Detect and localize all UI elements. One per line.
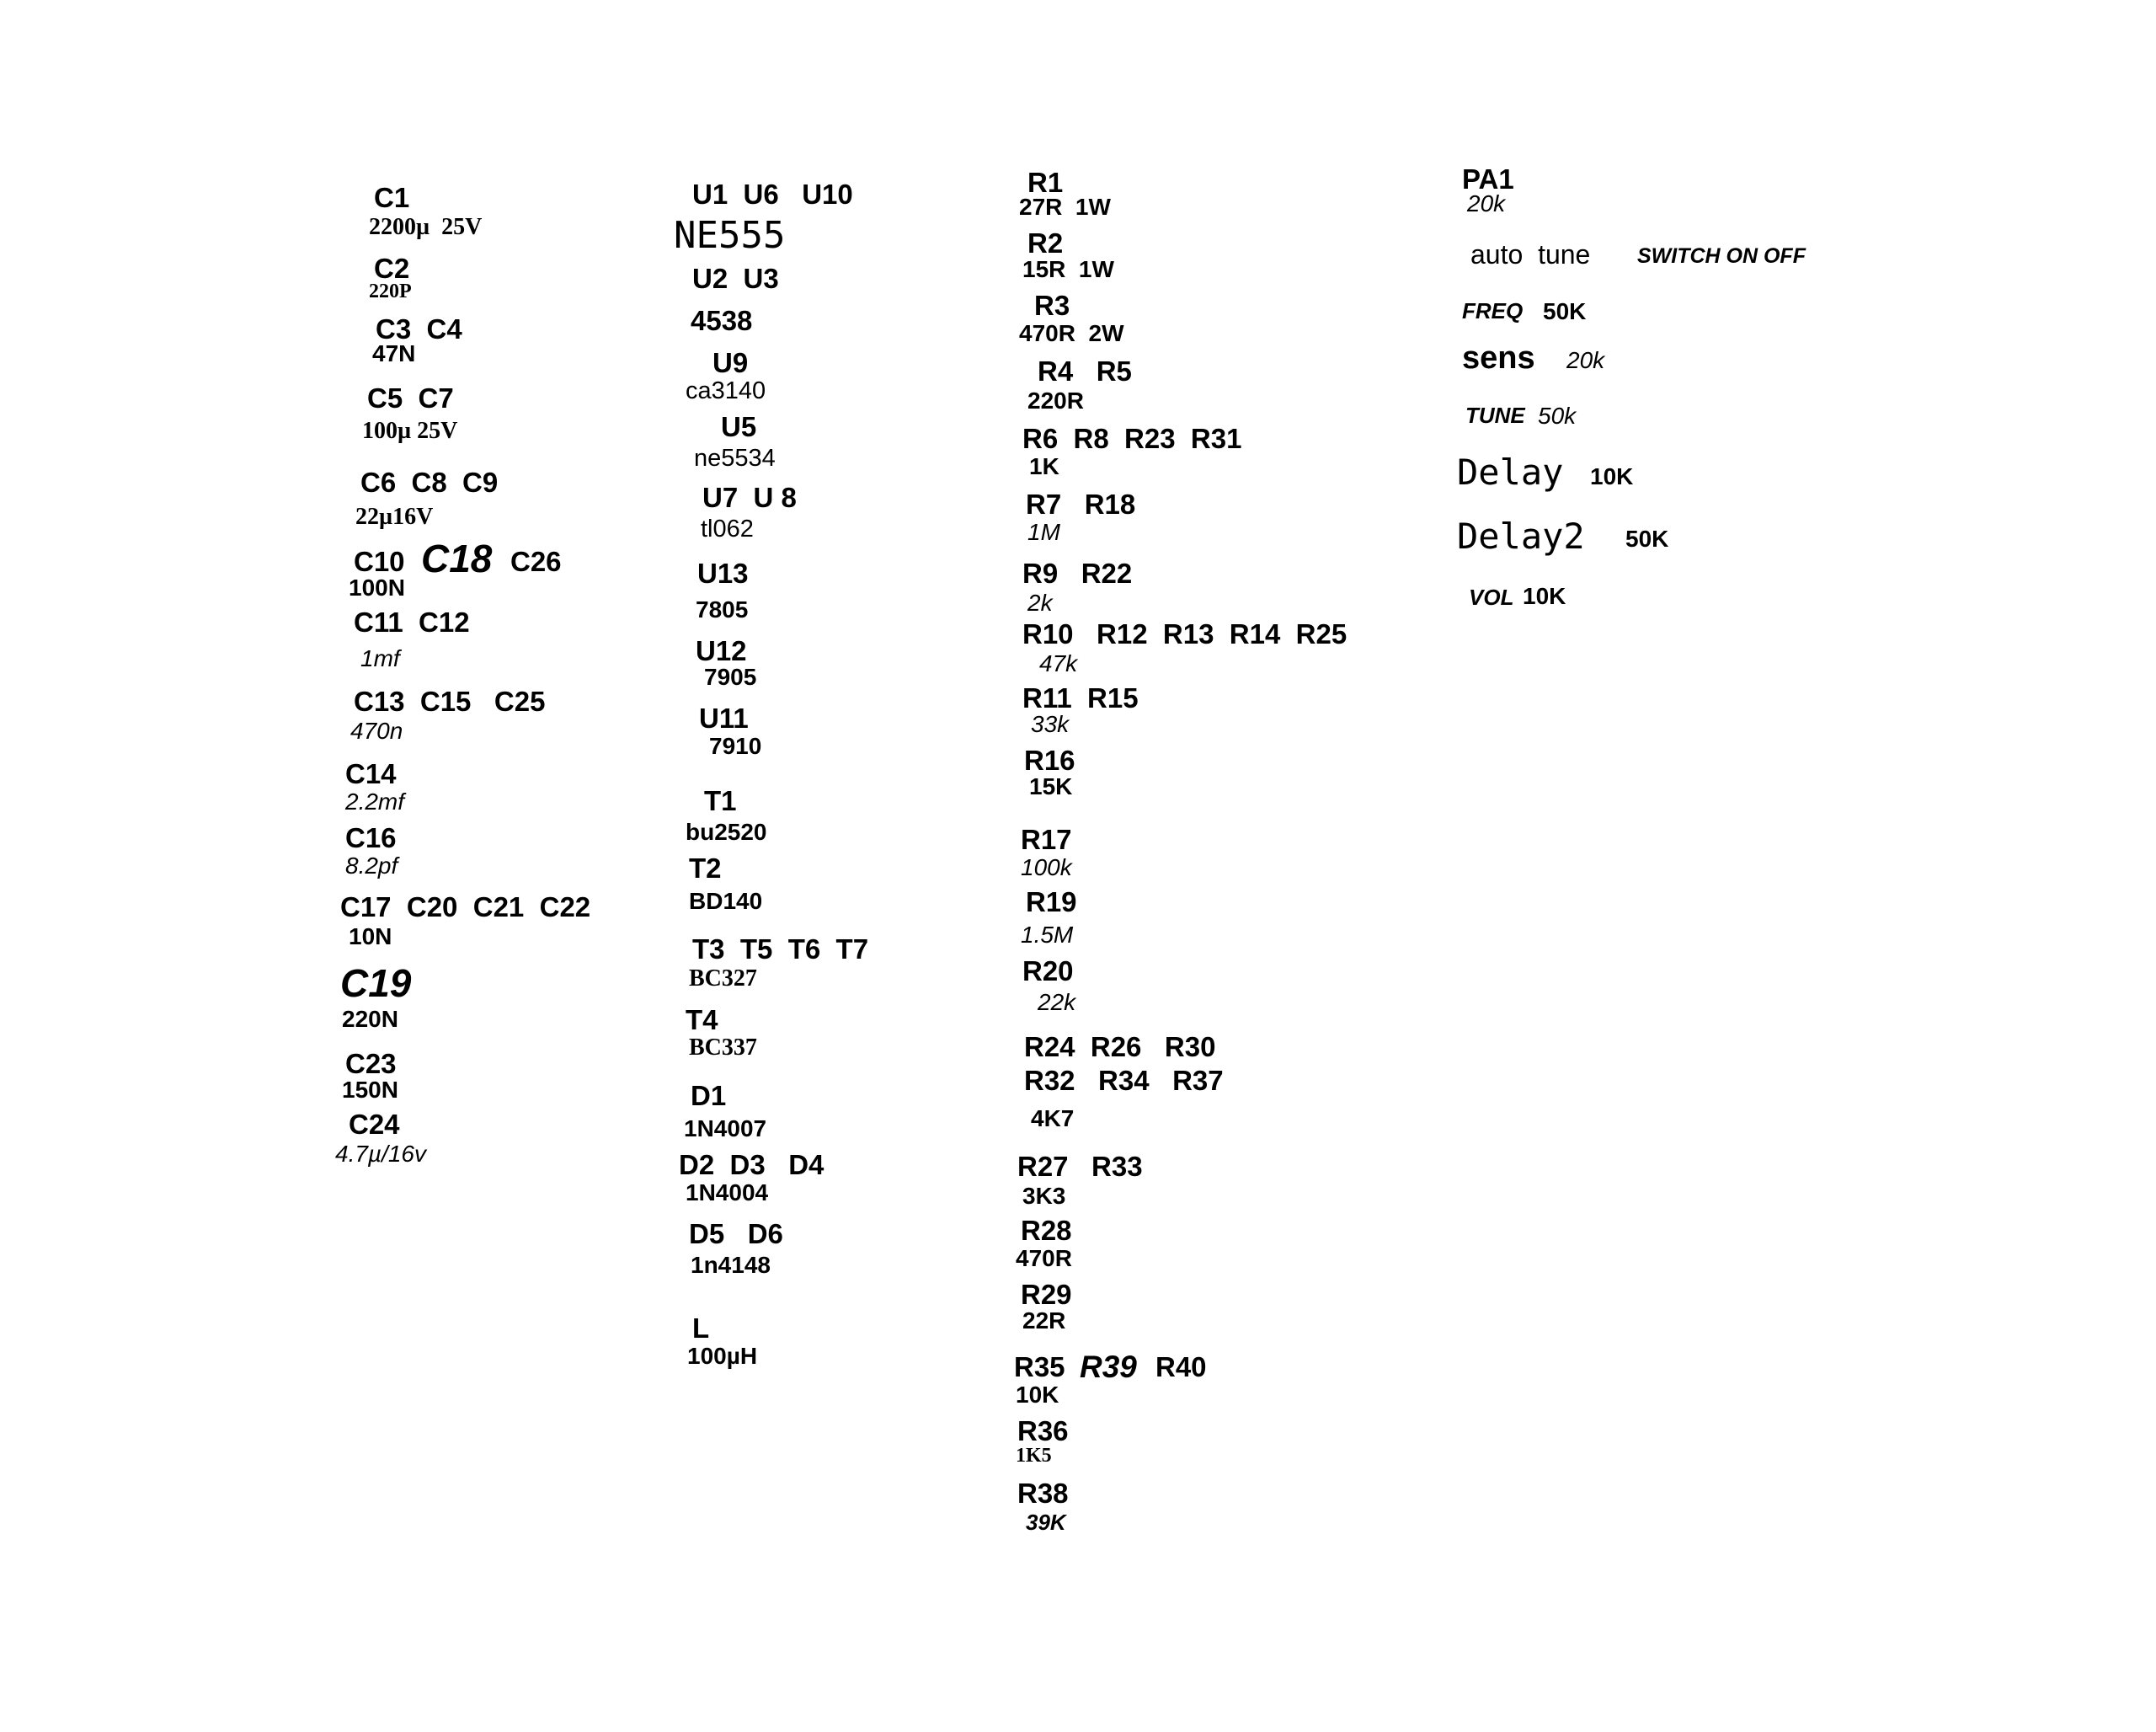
label-c3-c4: C3 C4 xyxy=(376,313,462,345)
value-r9: 2k xyxy=(1027,590,1053,616)
label-c6-c8-c9: C6 C8 C9 xyxy=(360,467,499,498)
value-c24: 4.7µ/16v xyxy=(335,1141,426,1167)
label-c14: C14 xyxy=(345,758,397,789)
label-u2-u3: U2 U3 xyxy=(692,263,779,294)
value-r10: 47k xyxy=(1039,650,1078,676)
value-r17: 100k xyxy=(1021,854,1072,880)
label-c10: C10 xyxy=(354,546,405,577)
value-c14: 2.2mf xyxy=(345,788,405,815)
value-r24: 4K7 xyxy=(1031,1105,1075,1131)
label-u13: U13 xyxy=(697,558,749,589)
value-u11: 7910 xyxy=(709,733,762,759)
value-l: 100µH xyxy=(687,1343,758,1369)
label-r19: R19 xyxy=(1026,886,1077,917)
label-r40: R40 xyxy=(1155,1351,1207,1382)
value-c11-c12: 1mf xyxy=(360,645,400,671)
label-pa1: PA1 xyxy=(1462,163,1514,195)
value-u12: 7905 xyxy=(704,664,757,690)
value-u1: NE555 xyxy=(674,214,786,257)
label-u11: U11 xyxy=(699,703,749,734)
label-c24: C24 xyxy=(349,1109,400,1140)
label-delay: Delay xyxy=(1457,452,1564,493)
value-r27: 3K3 xyxy=(1022,1183,1066,1209)
label-r32-r34-r37: R32 R34 R37 xyxy=(1024,1065,1224,1096)
label-r29: R29 xyxy=(1021,1279,1072,1310)
value-c23: 150N xyxy=(342,1077,398,1103)
value-c19: 220N xyxy=(342,1006,398,1032)
value-delay2: 50K xyxy=(1625,526,1669,552)
value-delay: 10K xyxy=(1590,463,1634,489)
label-r39: R39 xyxy=(1080,1350,1137,1384)
label-c19: C19 xyxy=(340,961,412,1005)
value-r19: 1.5M xyxy=(1021,922,1074,948)
value-c17: 10N xyxy=(349,923,392,949)
label-t2: T2 xyxy=(689,853,722,884)
value-vol: 10K xyxy=(1523,583,1566,609)
label-c16: C16 xyxy=(345,822,397,853)
label-u9: U9 xyxy=(712,347,749,378)
label-t4: T4 xyxy=(686,1004,718,1035)
label-r2: R2 xyxy=(1027,227,1064,259)
label-r36: R36 xyxy=(1017,1415,1069,1446)
label-r9-r22: R9 R22 xyxy=(1022,558,1133,589)
label-c1: C1 xyxy=(374,182,410,213)
value-c16: 8.2pf xyxy=(345,853,398,879)
value-c10: 100N xyxy=(349,575,405,601)
value-u5: ne5534 xyxy=(694,445,776,472)
value-tune: 50k xyxy=(1538,403,1577,429)
label-d1: D1 xyxy=(691,1080,727,1111)
label-r7-r18: R7 R18 xyxy=(1026,489,1136,520)
label-c17-c20-c21-c22: C17 C20 C21 C22 xyxy=(340,891,591,922)
value-c13: 470n xyxy=(350,718,403,744)
label-r27-r33: R27 R33 xyxy=(1017,1151,1143,1182)
value-c5-c7: 100µ 25V xyxy=(362,418,458,444)
value-r35: 10K xyxy=(1016,1382,1059,1408)
label-r4-r5: R4 R5 xyxy=(1038,355,1132,387)
label-r3: R3 xyxy=(1034,290,1070,321)
label-delay2: Delay2 xyxy=(1457,516,1585,557)
value-u2-u3: 4538 xyxy=(691,305,753,336)
value-d5: 1n4148 xyxy=(691,1252,771,1278)
value-r6: 1K xyxy=(1029,453,1059,479)
value-pa1: 20k xyxy=(1467,190,1506,216)
value-c1: 2200µ 25V xyxy=(369,214,483,240)
value-r7: 1M xyxy=(1027,519,1060,545)
label-tune: TUNE xyxy=(1465,403,1525,428)
value-u7-u8: tl062 xyxy=(701,516,754,543)
label-sens: sens xyxy=(1462,340,1535,376)
value-c3-c4: 47N xyxy=(372,340,416,366)
value-u13: 7805 xyxy=(696,596,749,623)
label-c5-c7: C5 C7 xyxy=(367,382,454,414)
label-r17: R17 xyxy=(1021,824,1072,855)
label-vol: VOL xyxy=(1469,585,1514,610)
label-r38: R38 xyxy=(1017,1478,1069,1509)
label-c18: C18 xyxy=(421,537,493,580)
value-r20: 22k xyxy=(1038,989,1076,1015)
label-r28: R28 xyxy=(1021,1215,1072,1246)
value-r3: 470R 2W xyxy=(1019,320,1124,346)
value-d1: 1N4007 xyxy=(684,1115,767,1141)
value-sens: 20k xyxy=(1566,347,1605,373)
label-u5: U5 xyxy=(721,411,757,442)
label-c23: C23 xyxy=(345,1048,397,1079)
value-r36: 1K5 xyxy=(1016,1445,1052,1467)
value-r29: 22R xyxy=(1022,1307,1066,1334)
label-r16: R16 xyxy=(1024,745,1075,776)
label-d2-d3-d4: D2 D3 D4 xyxy=(679,1149,825,1180)
value-r4-r5: 220R xyxy=(1027,388,1084,414)
label-c13-c15-c25: C13 C15 C25 xyxy=(354,686,546,717)
value-r2: 15R 1W xyxy=(1022,256,1114,282)
label-c26: C26 xyxy=(510,546,562,577)
label-u7-u8: U7 U 8 xyxy=(702,482,797,513)
label-r24-r26-r30: R24 R26 R30 xyxy=(1024,1031,1216,1062)
value-r28: 470R xyxy=(1016,1245,1072,1271)
value-r38: 39K xyxy=(1026,1510,1066,1535)
label-u1-u6-u10: U1 U6 U10 xyxy=(692,179,853,210)
value-d2: 1N4004 xyxy=(686,1179,769,1205)
label-r1: R1 xyxy=(1027,167,1064,198)
value-t2: BD140 xyxy=(689,888,763,914)
value-r11: 33k xyxy=(1031,711,1070,737)
label-t3-t5-t6-t7: T3 T5 T6 T7 xyxy=(692,933,869,965)
value-u9: ca3140 xyxy=(686,377,766,404)
label-r6-r8-r23-r31: R6 R8 R23 R31 xyxy=(1022,423,1242,454)
value-t4: BC337 xyxy=(689,1034,757,1061)
label-t1: T1 xyxy=(704,785,737,816)
label-c11-c12: C11 C12 xyxy=(354,607,470,638)
value-freq: 50K xyxy=(1543,298,1587,324)
value-c6-c8-c9: 22µ16V xyxy=(355,504,434,530)
label-l: L xyxy=(692,1312,710,1344)
value-c2: 220P xyxy=(369,281,412,302)
label-r20: R20 xyxy=(1022,955,1074,986)
value-r1: 27R 1W xyxy=(1019,194,1111,220)
label-u12: U12 xyxy=(696,635,747,666)
label-r35: R35 xyxy=(1014,1351,1065,1382)
value-t1: bu2520 xyxy=(686,819,767,845)
label-r11-r15: R11 R15 xyxy=(1022,682,1139,714)
value-t3: BC327 xyxy=(689,965,757,992)
label-c2: C2 xyxy=(374,253,410,284)
label-freq: FREQ xyxy=(1462,298,1524,323)
label-r10-r12-r13-r14-r25: R10 R12 R13 R14 R25 xyxy=(1022,618,1348,650)
label-switch: SWITCH ON OFF xyxy=(1637,244,1806,268)
value-r16: 15K xyxy=(1029,773,1073,799)
label-auto-tune: auto tune xyxy=(1470,239,1591,270)
label-d5-d6: D5 D6 xyxy=(689,1218,783,1249)
